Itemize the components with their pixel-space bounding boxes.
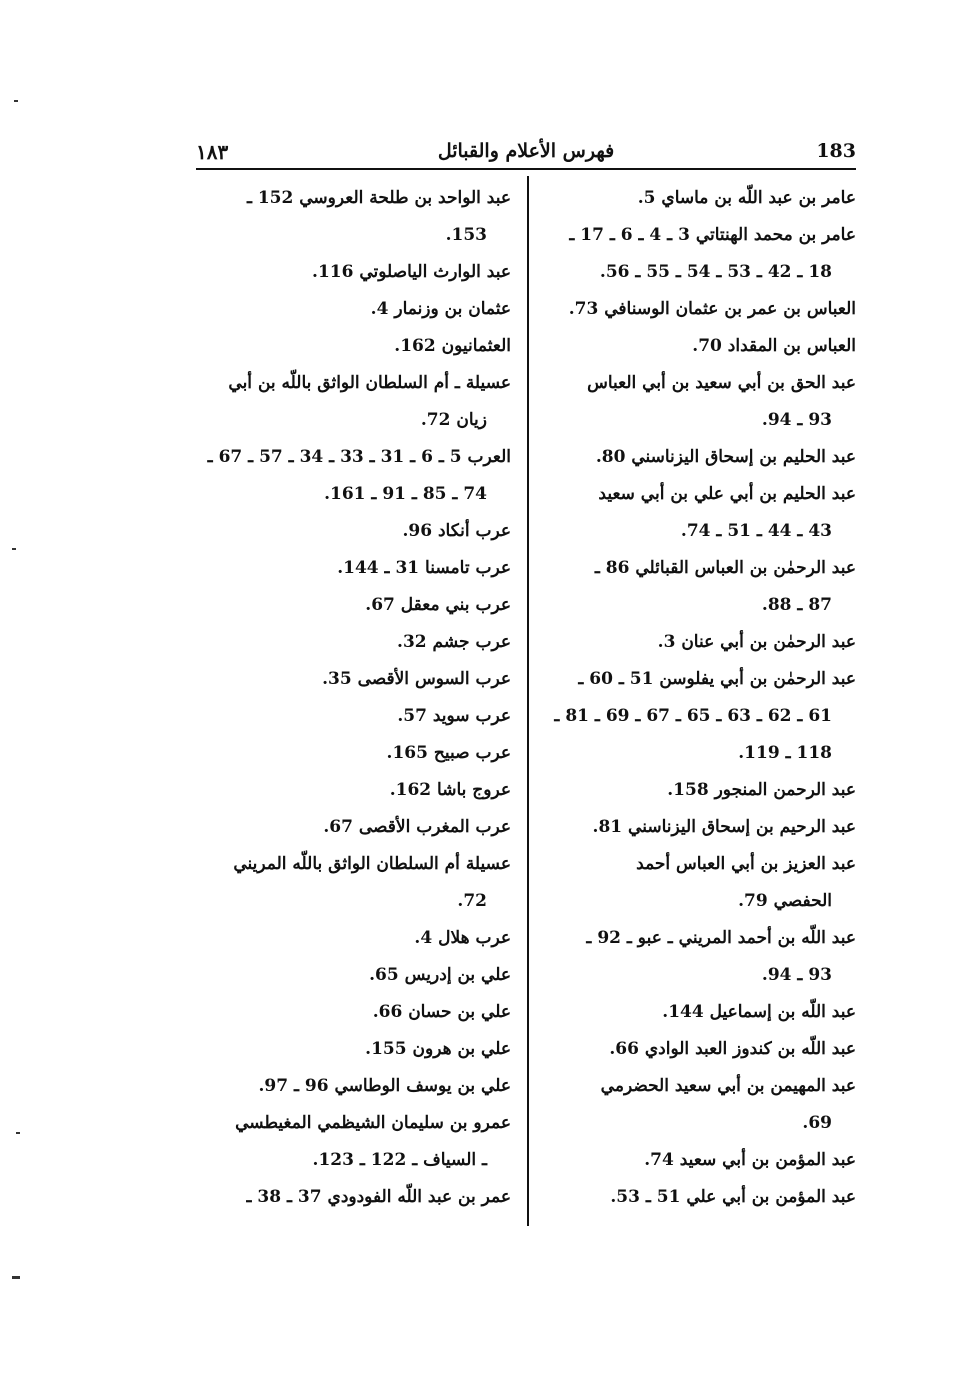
- index-entry: عرب بني معقل 67.: [365, 595, 511, 615]
- page-number-latin: 183: [816, 140, 856, 162]
- index-entry: عرب السوس الأقصى 35.: [322, 669, 511, 689]
- scan-speck: [14, 100, 18, 102]
- index-entry: عبد المؤمن بن أبي سعيد 74.: [644, 1150, 856, 1170]
- page-number-arabic: ١٨٣: [196, 140, 229, 164]
- index-entry-continuation: 43 ـ 44 ـ 51 ـ 74.: [680, 521, 832, 541]
- index-entry: عبد اللّه بن كندوز العبد الوادي 66.: [609, 1039, 856, 1059]
- index-entry: عرب المغرب الأقصى 67.: [323, 817, 511, 837]
- index-entry-continuation: 153.: [445, 225, 487, 245]
- index-entry: علي بن يوسف الوطاسي 96 ـ 97.: [258, 1076, 511, 1096]
- index-entry: عبد الرحمن المنجور 158.: [667, 780, 856, 800]
- index-entry-continuation: 93 ـ 94.: [761, 965, 832, 985]
- index-entry: عرب جشم 32.: [397, 632, 511, 652]
- index-entry: عبد الحليم بن إسحاق اليزناسني 80.: [595, 447, 856, 467]
- index-entry: عبد الوارث الياصلوتي 116.: [312, 262, 511, 282]
- index-entry: عروج باشا 162.: [389, 780, 511, 800]
- index-entry: عرب أنكاد 96.: [402, 521, 511, 541]
- scan-speck: [12, 548, 16, 550]
- index-entry-continuation: 93 ـ 94.: [761, 410, 832, 430]
- index-entry: عثمان بن وزنمار 4.: [370, 299, 511, 319]
- index-entry-continuation: 74 ـ 85 ـ 91 ـ 161.: [324, 484, 487, 504]
- index-entry-continuation: ـ السياف ـ 122 ـ 123.: [312, 1150, 487, 1170]
- index-entry: عرب هلال 4.: [414, 928, 511, 948]
- index-entry: عبد الواحد بن طلحة العروسي 152 ـ: [246, 188, 511, 208]
- scan-speck: [12, 1276, 20, 1279]
- index-entry: العباس بن عمر بن عثمان الوسنافي 73.: [568, 299, 856, 319]
- index-column-left: [196, 180, 511, 1216]
- index-entry-continuation: الحفصي 79.: [738, 891, 832, 911]
- index-entry-continuation: زيان 72.: [420, 410, 487, 430]
- index-entry: عبد الحليم بن أبي علي بن أبي سعيد: [598, 484, 856, 504]
- index-entry-continuation: 87 ـ 88.: [761, 595, 832, 615]
- index-entry: عبد المؤمن بن أبي علي 51 ـ 53.: [610, 1187, 856, 1207]
- index-entry: عرب سويد 57.: [397, 706, 511, 726]
- index-entry: عبد المهيمن بن أبي سعيد الحضرمي: [600, 1076, 856, 1096]
- index-entry: عبد الرحمٰن بن العباس القبائلي 86 ـ: [594, 558, 856, 578]
- index-entry: عسيلة أم السلطان الواثق باللّه المريني: [233, 854, 511, 874]
- index-entry: عسيلة ـ أم السلطان الواثق باللّه بن أبي: [228, 373, 511, 393]
- index-entry: عمر بن عبد اللّه الفودودي 37 ـ 38 ـ: [246, 1187, 511, 1207]
- page-header: [196, 138, 856, 170]
- scan-speck: [16, 1132, 20, 1134]
- index-entry: علي بن هرون 155.: [365, 1039, 511, 1059]
- index-entry: عامر بن عبد اللّه بن ماساي 5.: [637, 188, 856, 208]
- index-entry: عرب تامسنا 31 ـ 144.: [337, 558, 511, 578]
- index-entry: عبد الرحيم بن إسحاق اليزناسني 81.: [592, 817, 856, 837]
- index-entry: علي بن إدريس 65.: [369, 965, 511, 985]
- index-entry: عرب صبيح 165.: [386, 743, 511, 763]
- index-entry: العباس بن المقداد 70.: [692, 336, 856, 356]
- index-entry: عمرو بن سليمان الشيظمي المغيطسي: [235, 1113, 511, 1133]
- index-entry: عامر بن محمد الهنتاتي 3 ـ 4 ـ 6 ـ 17 ـ: [569, 225, 856, 245]
- column-divider: [527, 176, 529, 1226]
- index-entry: عبد الرحمٰن بن أبي عنان 3.: [657, 632, 856, 652]
- index-entry-continuation: 118 ـ 119.: [738, 743, 832, 763]
- index-entry: عبد الرحمٰن بن أبي يفلوسن 51 ـ 60 ـ: [578, 669, 856, 689]
- index-entry-continuation: 18 ـ 42 ـ 53 ـ 54 ـ 55 ـ 56.: [599, 262, 832, 282]
- index-column-right: [545, 180, 856, 1216]
- index-entry: العثمانيون 162.: [394, 336, 511, 356]
- index-entry: علي بن حسان 66.: [372, 1002, 511, 1022]
- index-entry-continuation: 72.: [457, 891, 487, 911]
- index-entry-continuation: 61 ـ 62 ـ 63 ـ 65 ـ 67 ـ 69 ـ 81 ـ: [554, 706, 832, 726]
- index-entry: العرب 5 ـ 6 ـ 31 ـ 33 ـ 34 ـ 57 ـ 67 ـ: [207, 447, 511, 467]
- index-entry: عبد اللّه بن أحمد المريني ـ عبو ـ 92 ـ: [586, 928, 856, 948]
- index-entry: عبد اللّه بن إسماعيل 144.: [662, 1002, 856, 1022]
- index-entry: عبد العزيز بن أبي العباس أحمد: [636, 854, 856, 874]
- index-entry: عبد الحق بن أبي سعيد بن أبي العباس: [587, 373, 856, 393]
- index-entry-continuation: 69.: [802, 1113, 832, 1133]
- running-title: فهرس الأعلام والقبائل: [437, 140, 615, 162]
